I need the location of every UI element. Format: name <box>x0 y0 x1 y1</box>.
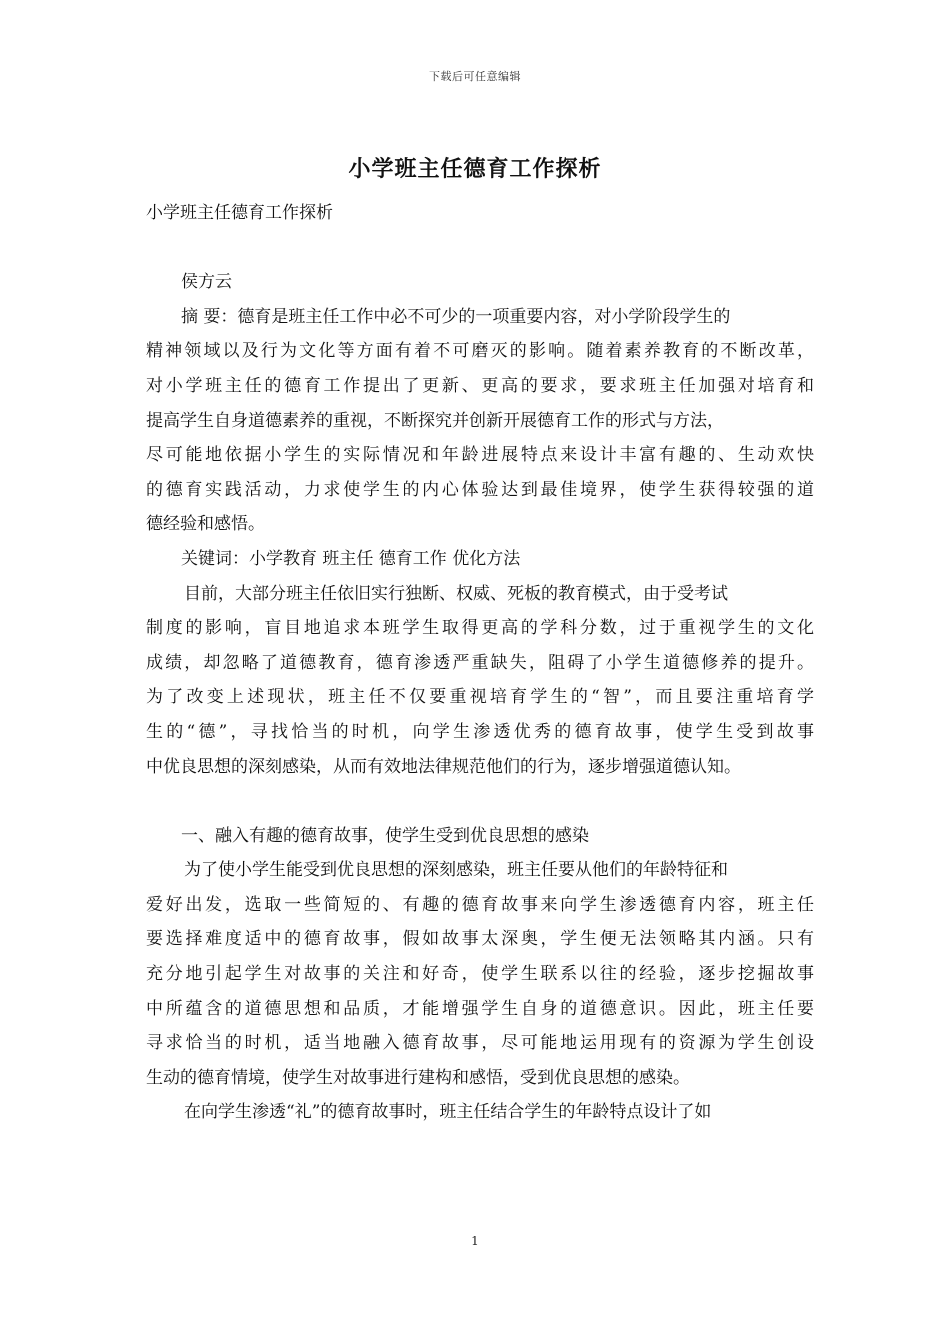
document-subtitle: 小学班主任德育工作探析 <box>146 203 333 223</box>
author-name: 侯方云 <box>181 272 232 293</box>
section-line: 寻求恰当的时机，适当地融入德育故事，尽可能地运用现有的资源为学生创设 <box>146 1033 814 1054</box>
abstract-line: 尽可能地依据小学生的实际情况和年龄进展特点来设计丰富有趣的、生动欢快 <box>146 445 814 466</box>
intro-line: 目前，大部分班主任依旧实行独断、权威、死板的教育模式，由于受考试 <box>184 583 728 604</box>
abstract-line: 精神领域以及行为文化等方面有着不可磨灭的影响。随着素养教育的不断改革， <box>146 341 814 362</box>
section-line: 为了使小学生能受到优良思想的深刻感染，班主任要从他们的年龄特征和 <box>184 860 728 881</box>
intro-line: 制度的影响，盲目地追求本班学生取得更高的学科分数，过于重视学生的文化 <box>146 618 814 639</box>
abstract-line: 对小学班主任的德育工作提出了更新、更高的要求，要求班主任加强对培育和 <box>146 375 814 396</box>
intro-line: 中优良思想的深刻感染，从而有效地法律规范他们的行为，逐步增强道德认知。 <box>146 756 741 777</box>
section-heading: 一、融入有趣的德育故事，使学生受到优良思想的感染 <box>181 825 589 846</box>
abstract-line: 摘 要：德育是班主任工作中必不可少的一项重要内容，对小学阶段学生的 <box>181 306 731 327</box>
intro-line: 生的“德”，寻找恰当的时机，向学生渗透优秀的德育故事，使学生受到故事 <box>146 721 814 742</box>
document-title: 小学班主任德育工作探析 <box>348 156 602 182</box>
section-line: 生动的德育情境，使学生对故事进行建构和感悟，受到优良思想的感染。 <box>146 1067 690 1088</box>
blank-line <box>146 784 814 819</box>
intro-line: 成绩，却忽略了道德教育，德育渗透严重缺失，阻碍了小学生道德修养的提升。 <box>146 652 814 673</box>
section-line: 要选择难度适中的德育故事，假如故事太深奥，学生便无法领略其内涵。只有 <box>146 929 814 950</box>
section-line: 充分地引起学生对故事的关注和好奇，使学生联系以往的经验，逐步挖掘故事 <box>146 964 814 985</box>
document-body <box>146 196 814 1130</box>
page-number: 1 <box>471 1234 479 1248</box>
abstract-line: 德经验和感悟。 <box>146 514 265 535</box>
header-note: 下载后可任意编辑 <box>429 70 521 83</box>
section-line: 中所蕴含的道德思想和品质，才能增强学生自身的道德意识。因此，班主任要 <box>146 998 814 1019</box>
blank-line <box>146 231 814 266</box>
abstract-line: 的德育实践活动，力求使学生的内心体验达到最佳境界，使学生获得较强的道 <box>146 479 814 500</box>
keywords: 关键词：小学教育 班主任 德育工作 优化方法 <box>181 548 521 569</box>
intro-line: 为了改变上述现状，班主任不仅要重视培育学生的“智”，而且要注重培育学 <box>146 687 814 708</box>
section-line: 爱好出发，选取一些简短的、有趣的德育故事来向学生渗透德育内容，班主任 <box>146 894 814 915</box>
section-line: 在向学生渗透“礼”的德育故事时，班主任结合学生的年龄特点设计了如 <box>184 1102 712 1123</box>
abstract-line: 提高学生自身道德素养的重视，不断探究并创新开展德育工作的形式与方法， <box>146 410 724 431</box>
